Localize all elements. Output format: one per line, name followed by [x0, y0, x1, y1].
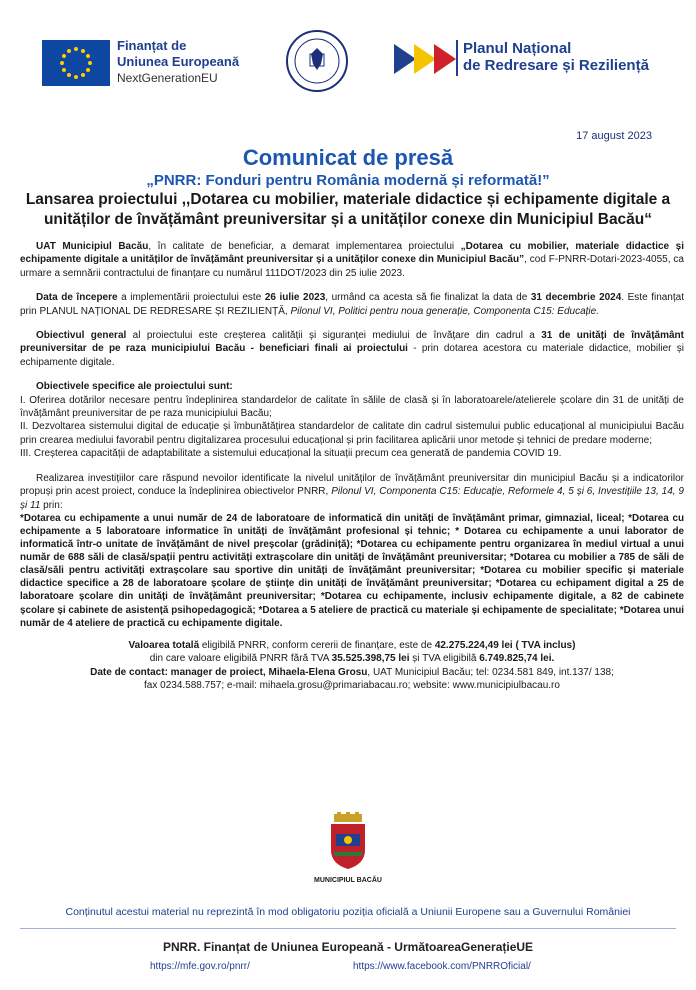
facebook-link[interactable]: https://www.facebook.com/PNRROficial/	[353, 961, 531, 972]
pnrr-line-2: de Redresare și Reziliență	[463, 57, 649, 74]
logo-header	[40, 30, 656, 100]
paragraph-general-objective: Obiectivul general al proiectului este creșterea calității și siguranței mediului de învățare din cadrul a 31 de unități de învățământ preuniversitar de pe raza municipiului Bacău - beneficiari finali ai proiectului - prin dotarea acestora cu materiale didactice, mobilier și echipamente digitale.	[20, 330, 684, 368]
eu-line-3: NextGenerationEU	[117, 71, 218, 85]
specific-objectives	[20, 380, 684, 460]
pnrr-label	[463, 40, 649, 74]
paragraph-investments: Realizarea investițiilor care răspund nevoilor identificate la nivelul unităților de învățământ preuniversitar din municipiul Bacău și a indicatorilor propuși prin acest proiect, conduce la îndeplinirea obiectivelor PNRR, Pilonul VI, Componenta C15: Educație, Reformele 4, 5 și 6, Investițiile 13, 14, 9 și 11 prin:	[20, 472, 684, 511]
crest-caption: MUNICIPIUL BACĂU	[314, 877, 382, 884]
mfe-link[interactable]: https://mfe.gov.ro/pnrr/	[150, 961, 250, 972]
pnrr-logo-icon	[394, 42, 456, 76]
footer-divider	[20, 928, 676, 929]
pnrr-line-1: Planul Național	[463, 40, 572, 57]
paragraph-beneficiary: UAT Municipiul Bacău, în calitate de beneficiar, a demarat implementarea proiectului „Dotarea cu mobilier, materiale didactice și echipamente digitale a unităților de învățământ preuniversitar și a unităților conexe din Municipiul Bacău”, cod F-PNRR-Dotari-2023-4055, ca urmare a semnării contractului de finanțare cu numărul 111DOT/2023 din 25 iulie 2023.	[20, 241, 684, 279]
eu-disclaimer: Conținutul acestui material nu reprezintă în mod obligatoriu poziția oficială a Uniunii Europene sau a Guvernului României	[65, 906, 631, 918]
measures-list: *Dotarea cu echipamente a unui număr de 24 de laboratoare de informatică din unități de învățământ primar, gimnazial, liceal; *Dotarea cu echipamente a 5 laboratoare informatice în unități de învățământ profesional și tehnic; * Dotarea cu echipamente a unui laborator de informatică într-o unitate de învățământ de nivel preșcolar (grădiniță); *Dotarea cu echipamente pentru organizarea în mediul virtual a unui număr de 688 săli de clasă/spații pentru activități extrașcolare din unități de învățământ preuniversitar; *Dotarea cu mobilier a 785 de săli de clasă/săli pentru activități extrașcolare sau sportive din unități de învățământ preuniversitar; *Dotarea cu mobilier specific și materiale didactice specifice a 28 de laboratoare școlare de științe din unități de învățământ preuniversitar; *Dotarea cu echipament digital a 25 de laboratoare școlare din unități de învățământ preuniversitar; *Dotarea cu echipamente, inclusiv echipamente digitale, a 82 de cabinete școlare și cabinete de asistență psihopedagogică; *Dotarea a 5 ateliere de practică cu materiale și echipamente de specialitate; *Dotarea unui număr de 4 ateliere de practică cu echipamente digitale.	[20, 512, 684, 629]
value-line-2: din care valoare eligibilă PNRR fără TVA 35.525.398,75 lei și TVA eligibilă 6.749.825,74 lei.	[149, 653, 555, 665]
contact-line-2: fax 0234.588.757; e-mail: mihaela.grosu@primariabacau.ro; website: www.municipiulbacau.ro	[144, 679, 560, 691]
government-seal-icon	[286, 30, 348, 92]
list-item: I. Oferirea dotărilor necesare pentru îndeplinirea standardelor de calitate în sălile de clasă și în laboratoarele/atelierele școlare din 31 de unități de învățământ preuniversitar de pe raza municipiului Bacău;	[20, 394, 684, 420]
specific-objectives-heading: Obiectivele specifice ale proiectului sunt:	[36, 381, 233, 393]
footer-title: PNRR. Finanțat de Uniunea Europeană - UrmătoareaGenerațieUE	[162, 940, 534, 954]
press-release-body	[20, 240, 684, 692]
paragraph-dates: Data de începere a implementării proiectului este 26 iulie 2023, urmând ca acesta să fie finalizat la data de 31 decembrie 2024. Este finanțat prin PLANUL NAȚIONAL DE REDRESARE ȘI REZILIENȚĂ, Pilonul VI, Politici pentru noua generație, Componenta C15: Educație.	[20, 292, 684, 317]
release-date: 17 august 2023	[576, 130, 652, 142]
value-line-1: Valoarea totală eligibilă PNRR, conform cererii de finanțare, este de 42.275.224,49 lei ( TVA inclus)	[128, 639, 576, 651]
page-subtitle: „PNRR: Fonduri pentru România modernă și reformată!”	[146, 172, 550, 189]
page-title: Comunicat de presă	[242, 145, 454, 170]
list-item: II. Dezvoltarea sistemului digital de educație și îmbunătățirea standardelor de calitate din cadrul sistemului public educațional al municipiului Bacău prin crearea mediului favorabil pentru digitalizarea procesului educațional și prin facilitarea aplicării unor metode și tehnici de predare moderne;	[20, 421, 684, 446]
eu-funding-label	[117, 38, 239, 86]
eu-flag-icon	[42, 40, 110, 86]
eu-line-2: Uniunea Europeană	[117, 54, 240, 69]
project-headline: Lansarea proiectului ,,Dotarea cu mobilier, materiale didactice și echipamente digitale a unităților de învățământ preuniversitar și a unităților conexe din Municipiul Bacău“	[25, 191, 671, 228]
bacau-crest-icon	[328, 812, 368, 872]
eu-line-1: Finanțat de	[117, 38, 187, 53]
list-item: III. Creșterea capacității de adaptabilitate a sistemului educațional la situații precum cea generată de pandemia COVID 19.	[20, 448, 562, 460]
bacau-crest	[0, 812, 696, 884]
pnrr-divider	[456, 40, 458, 76]
contact-line-1: Date de contact: manager de proiect, Mihaela-Elena Grosu, UAT Municipiul Bacău; tel: 0234.581 849, int.137/ 138;	[90, 666, 614, 678]
